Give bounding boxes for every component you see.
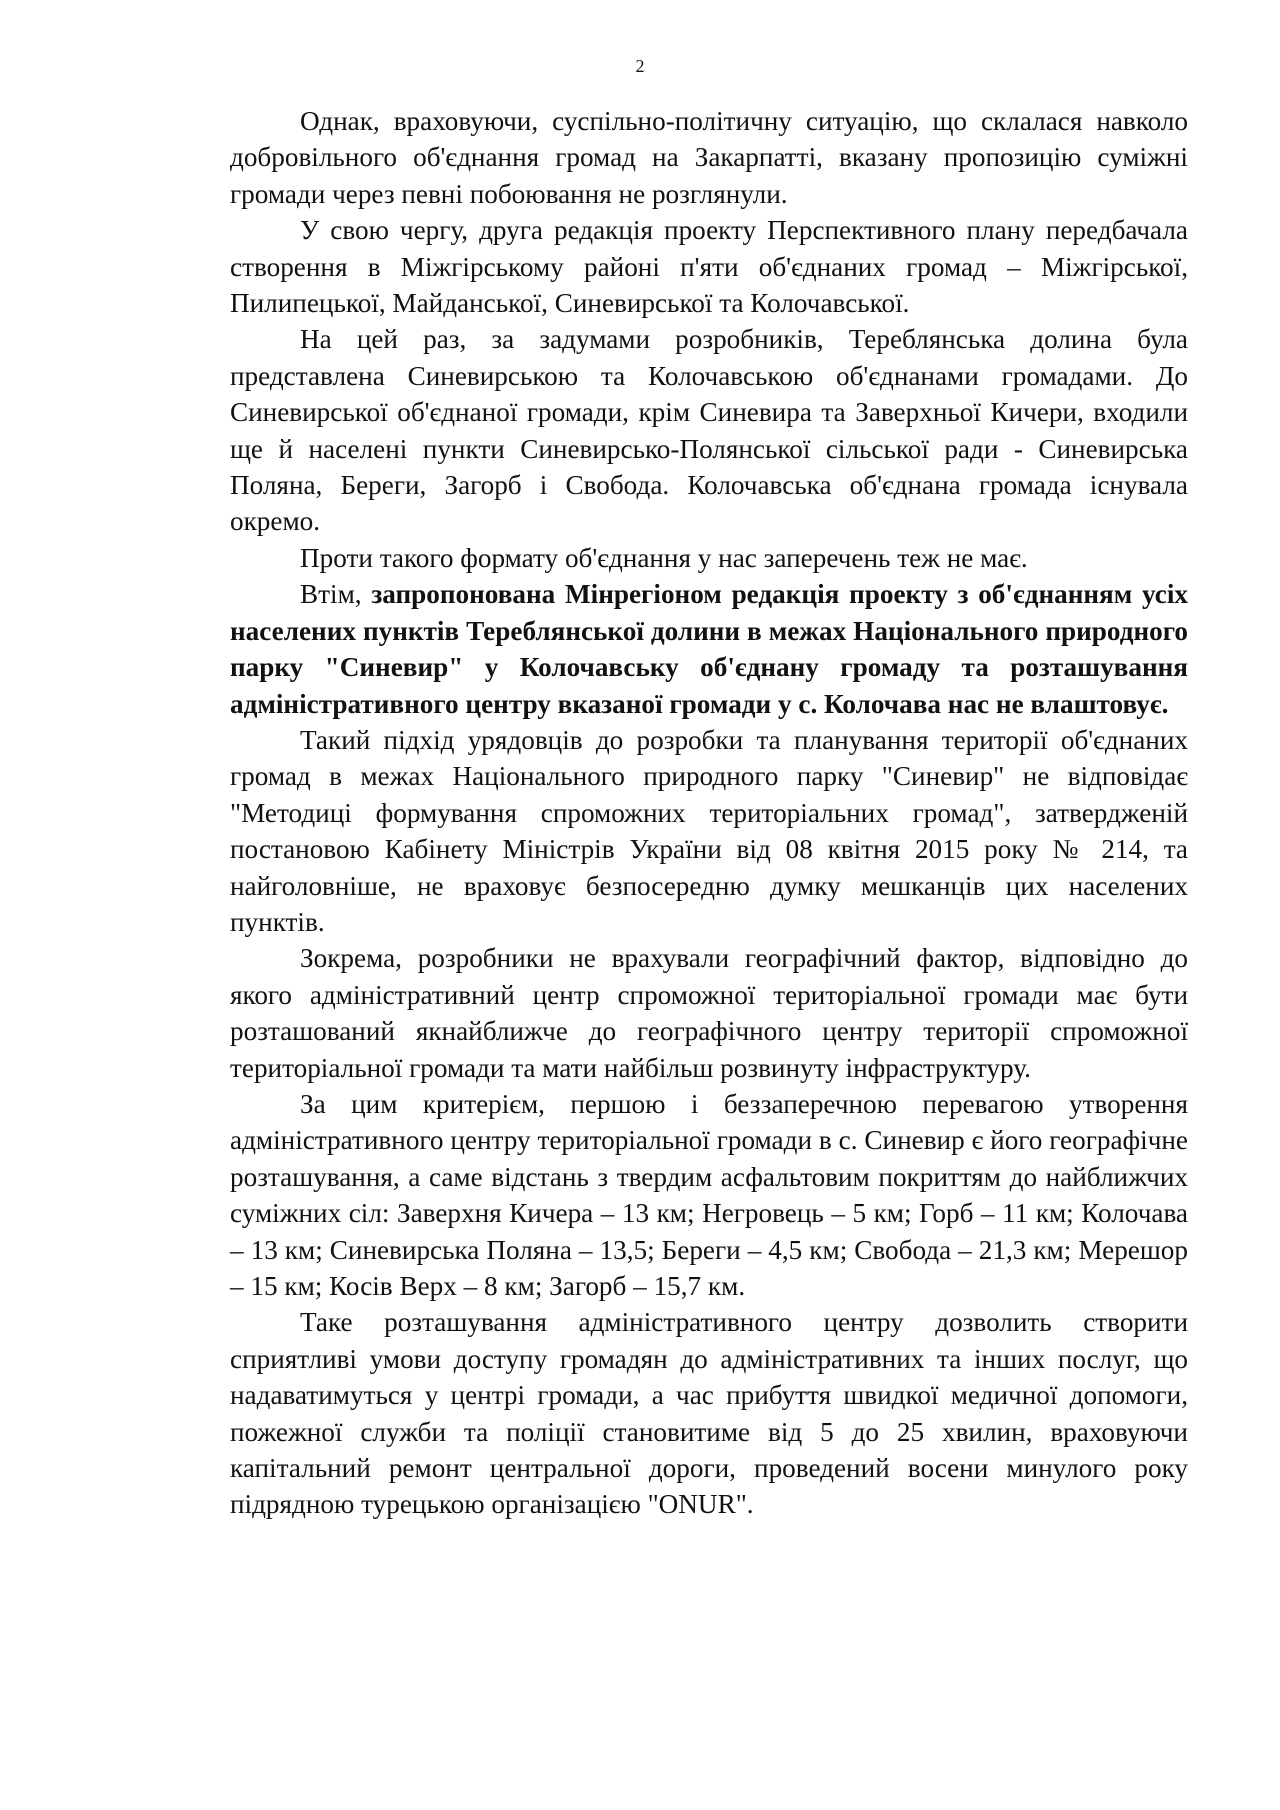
paragraph-3: На цей раз, за задумами розробників, Тереблянська долина була представлена Синевирською та Колочавською об'єднанами громадами. До Синевирської об'єднаної громади, крім Синевира та Заверхньої Кичери, входили ще й населені пункти Синевирсько-Полянської сільської ради - Синевирська Поляна, Береги, Загорб і Свобода. Колочавська об'єднана громада існувала окремо.	[230, 324, 1188, 537]
paragraph-6: Такий підхід урядовців до розробки та планування території об'єднаних громад в межах Національного природного парку "Синевир" не відповідає "Методиці формування спроможних територіальних громад", затвердженій постановою Кабінету Міністрів України від 08 квітня 2015 року № 214, та найголовніше, не враховує безпосередню думку мешканців цих населених пунктів.	[230, 724, 1188, 937]
document-body	[230, 103, 1188, 1523]
paragraph-5	[230, 576, 1188, 722]
paragraph-9: Таке розташування адміністративного центру дозволить створити сприятливі умови доступу громадян до адміністративних та інших послуг, що надаватимуться у центрі громади, а час прибуття швидкої медичної допомоги, пожежної служби та поліції становитиме від 5 до 25 хвилин, враховуючи капітальний ремонт центральної дороги, проведений восени минулого року підрядною турецькою організацією "ONUR".	[230, 1307, 1188, 1520]
paragraph-5-lead: Втім,	[300, 579, 372, 610]
page-number: 2	[635, 56, 645, 76]
paragraph-2: У свою чергу, друга редакція проекту Перспективного плану передбачала створення в Міжгірському районі п'яти об'єднаних громад – Міжгірської, Пилипецької, Майданської, Синевирської та Колочавської.	[230, 215, 1188, 319]
paragraph-8: За цим критерієм, першою і беззаперечною перевагою утворення адміністративного центру територіальної громади в с. Синевир є його географічне розташування, а саме відстань з твердим асфальтовим покриттям до найближчих суміжних сіл: Заверхня Кичера – 13 км; Негровець – 5 км; Горб – 11 км; Колочава – 13 км; Синевирська Поляна – 13,5; Береги – 4,5 км; Свобода – 21,3 км; Мерешор – 15 км; Косів Верх – 8 км; Загорб – 15,7 км.	[230, 1088, 1188, 1301]
paragraph-1: Однак, враховуючи, суспільно-політичну ситуацію, що склалася навколо добровільного об'єднання громад на Закарпатті, вказану пропозицію суміжні громади через певні побоювання не розглянули.	[230, 106, 1188, 209]
paragraph-4: Проти такого формату об'єднання у нас заперечень теж не має.	[300, 542, 1028, 573]
paragraph-7: Зокрема, розробники не врахували географічний фактор, відповідно до якого адміністративний центр спроможної територіальної громади має бути розташований якнайближче до географічного центру території спроможної територіальної громади та мати найбільш розвинуту інфраструктуру.	[230, 943, 1188, 1083]
paragraph-5-bold: запропонована Мінрегіоном редакція проекту з об'єднанням усіх населених пунктів Тереблянської долини в межах Національного природного парку "Синевир" у Колочавську об'єднану громаду та розташування адміністративного центру вказаної громади у с. Колочава нас не влаштовує.	[230, 579, 1188, 719]
